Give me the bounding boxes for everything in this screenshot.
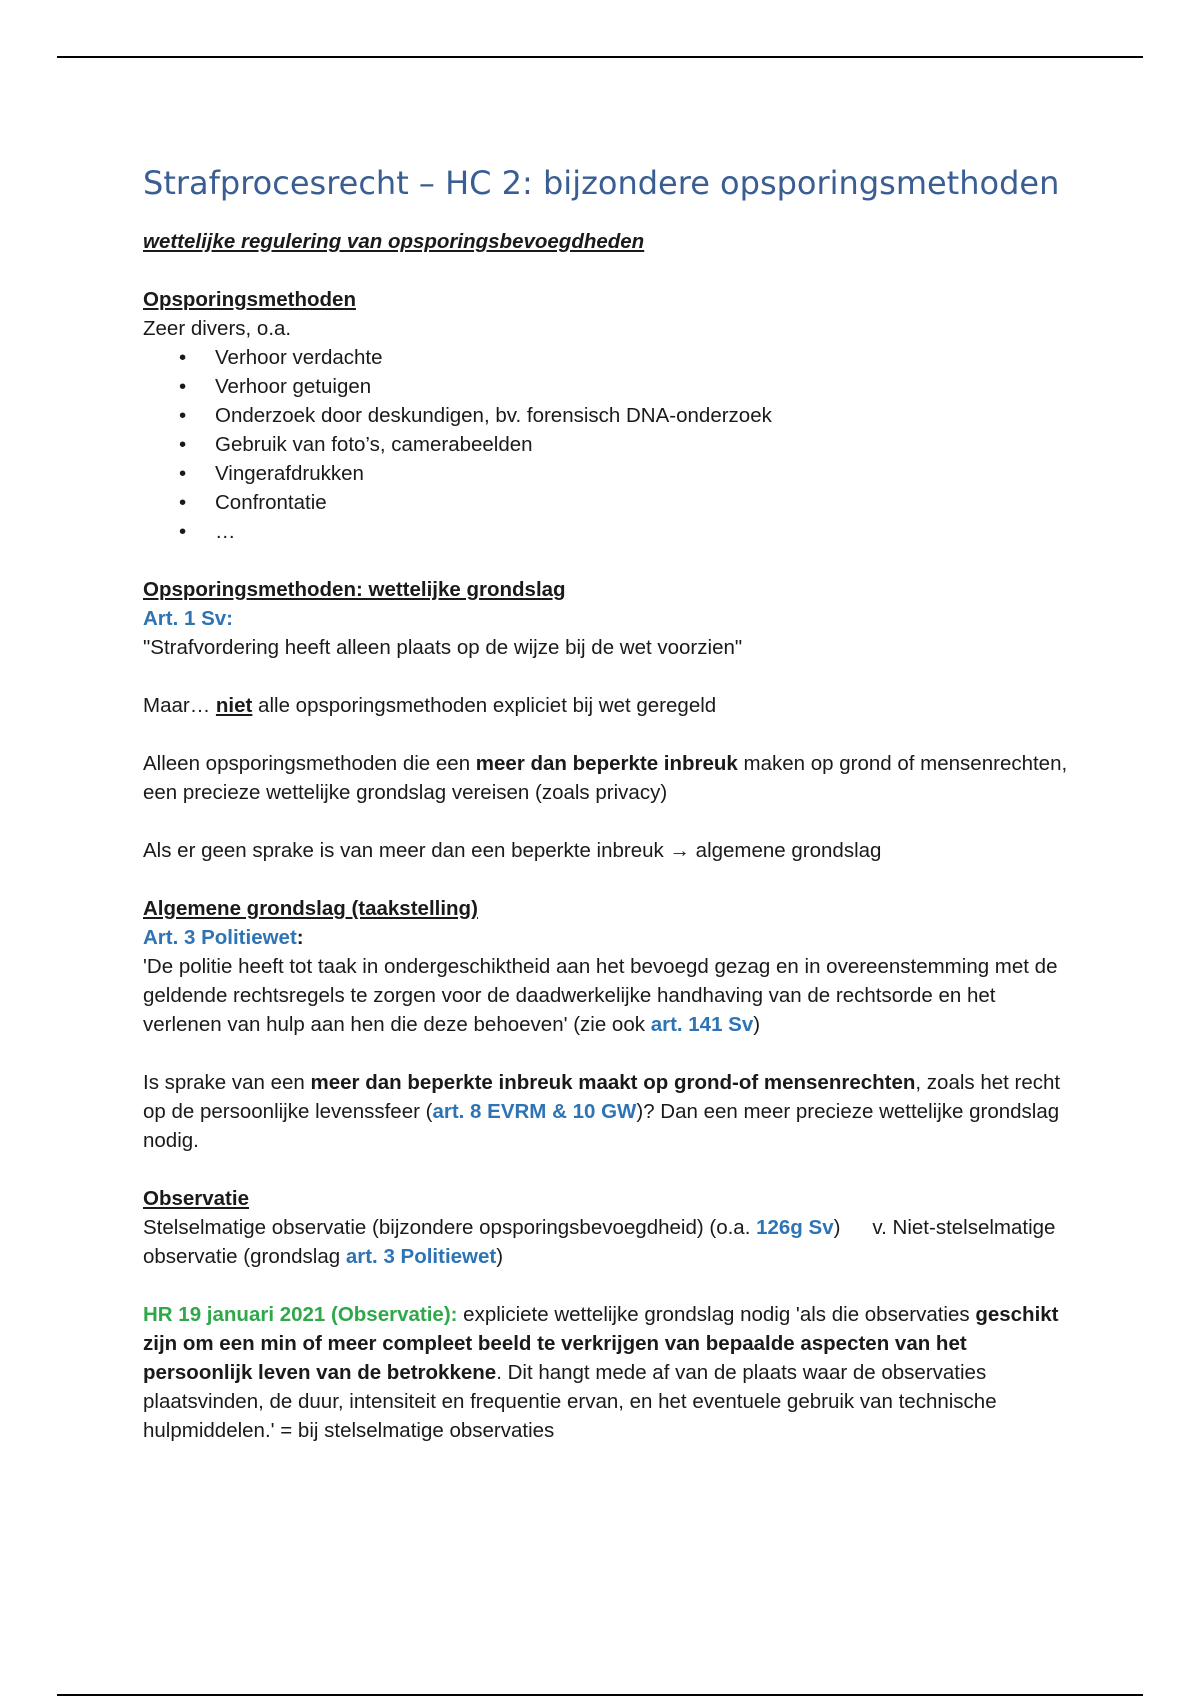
document-page [143,163,1073,1445]
list-item: • Verhoor getuigen [215,372,1073,401]
top-rule [57,56,1143,58]
bottom-rule [57,1694,1143,1696]
paragraph: Is sprake van een meer dan beperkte inbreuk maakt op grond-of mensenrechten, zoals het recht op de persoonlijke levenssfeer (art. 8 EVRM & 10 GW)? Dan een meer precieze wettelijke grondslag nodig. [143,1071,1061,1152]
heading-opsporingsmethoden: Opsporingsmethoden [143,288,356,311]
paragraph: Stelselmatige observatie (bijzondere opsporingsbevoegdheid) (o.a. 126g Sv) v. Niet-stelselmatige observatie (grondslag art. 3 Politiewet) [143,1216,1056,1268]
quote-text: "Strafvordering heeft alleen plaats op de wijze bij de wet voorzien" [143,636,743,659]
bullet-icon: • [179,462,187,485]
intro-text: Zeer divers, o.a. [143,317,292,340]
list-item: • Gebruik van foto’s, camerabeelden [215,430,1073,459]
bullet-icon: • [179,491,187,514]
heading-wettelijke-grondslag: Opsporingsmethoden: wettelijke grondslag [143,578,566,601]
methods-list [143,343,1073,546]
article-reference: Art. 1 Sv: [143,607,233,630]
article-reference: Art. 3 Politiewet: [143,926,304,949]
list-item: • Verhoor verdachte [215,343,1073,372]
list-item: • Confrontatie [215,488,1073,517]
case-law-paragraph: HR 19 januari 2021 (Observatie): expliciete wettelijke grondslag nodig 'als die observaties geschikt zijn om een min of meer compleet beeld te verkrijgen van bepaalde aspecten van het persoonlijk leven van de betrokkene. Dit hangt mede af van de plaats waar de observaties plaatsvinden, de duur, intensiteit en frequentie ervan, en het eventuele gebruik van technische hulpmiddelen.' = bij stelselmatige observaties [143,1303,1059,1442]
page-title: Strafprocesrecht – HC 2: bijzondere opsporingsmethoden [143,164,1060,202]
heading-algemene-grondslag: Algemene grondslag (taakstelling) [143,897,478,920]
list-item: • … [215,517,1073,546]
bullet-icon: • [179,346,187,369]
list-item: • Vingerafdrukken [215,459,1073,488]
section-subtitle: wettelijke regulering van opsporingsbevoegdheden [143,230,645,253]
bullet-icon: • [179,520,187,543]
quote-text: 'De politie heeft tot taak in ondergeschiktheid aan het bevoegd gezag en in overeenstemming met de geldende rechtsregels te zorgen voor de daadwerkelijke handhaving van de rechtsorde en het verlenen van hulp aan hen die deze behoeven' (zie ook art. 141 Sv) [143,955,1058,1036]
list-item: • Onderzoek door deskundigen, bv. forensisch DNA-onderzoek [215,401,1073,430]
bullet-icon: • [179,404,187,427]
paragraph: Als er geen sprake is van meer dan een beperkte inbreuk → algemene grondslag [143,839,882,862]
paragraph: Alleen opsporingsmethoden die een meer dan beperkte inbreuk maken op grond of mensenrechten, een precieze wettelijke grondslag vereisen (zoals privacy) [143,752,1068,804]
heading-observatie: Observatie [143,1187,249,1210]
case-reference: HR 19 januari 2021 (Observatie): [143,1303,458,1326]
bullet-icon: • [179,433,187,456]
bullet-icon: • [179,375,187,398]
paragraph: Maar… niet alle opsporingsmethoden expliciet bij wet geregeld [143,694,717,717]
